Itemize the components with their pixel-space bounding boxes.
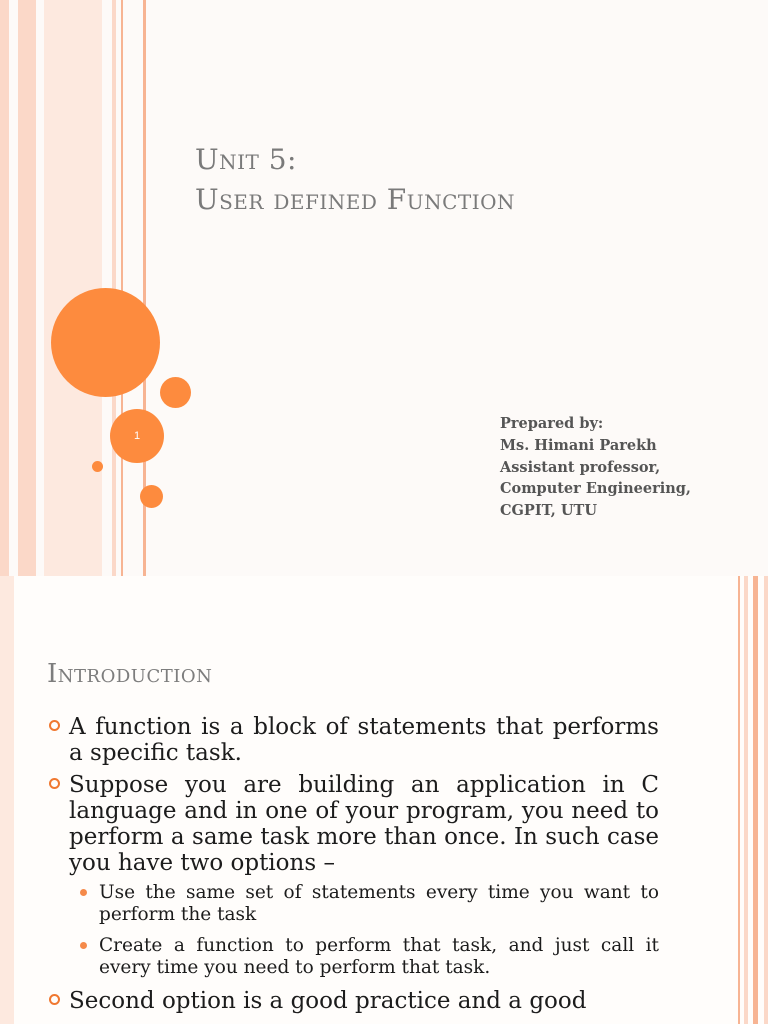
slide-number-badge	[110, 409, 164, 463]
list-item	[47, 772, 659, 876]
decor-circle-large	[51, 288, 160, 397]
decor-stripe	[764, 576, 768, 1024]
title-line-2: User defined Function	[195, 183, 516, 216]
decor-stripe	[744, 576, 748, 1024]
list-item	[47, 714, 659, 766]
decor-stripe	[121, 0, 123, 576]
decor-stripe	[0, 576, 14, 1024]
title-line-1: Unit 5:	[195, 143, 297, 176]
slide-title-text	[195, 140, 515, 220]
slide-introduction	[0, 576, 768, 1024]
sub-list-item	[47, 882, 659, 926]
decor-stripe	[753, 576, 758, 1024]
sub-list-item-text: Use the same set of statements every time you want to perform the task	[99, 882, 659, 925]
ring-bullet-icon	[49, 720, 60, 731]
dot-bullet-icon	[80, 889, 87, 896]
prepared-by-line: Prepared by:	[500, 415, 604, 432]
list-item-text: Second option is a good practice and a good	[69, 988, 587, 1014]
author-role: Assistant professor,	[500, 458, 661, 476]
decor-stripe	[738, 576, 740, 1024]
list-item-text: Suppose you are building an application in C language and in one of your program, you need to perform a same task more than once. In such case you have two options –	[69, 772, 659, 876]
slide-heading: Introduction	[47, 659, 213, 689]
bullet-list	[47, 714, 659, 1020]
prepared-by-block	[500, 413, 691, 522]
decor-stripe	[18, 0, 36, 576]
list-item-text: A function is a block of statements that performs a specific task.	[69, 714, 659, 766]
author-name: Ms. Himani Parekh	[500, 436, 657, 454]
decor-stripe	[44, 0, 102, 576]
decor-circle-small	[140, 485, 163, 508]
decor-stripe	[0, 0, 9, 576]
list-item	[47, 988, 659, 1014]
sub-list-item	[47, 935, 659, 979]
author-institute: CGPIT, UTU	[500, 502, 597, 520]
slide-number: 1	[133, 430, 141, 442]
ring-bullet-icon	[49, 994, 60, 1005]
decor-circle-tiny	[92, 461, 103, 472]
dot-bullet-icon	[80, 942, 87, 949]
sub-list-item-text: Create a function to perform that task, and just call it every time you need to perform that task.	[99, 935, 659, 978]
author-department: Computer Engineering,	[500, 480, 691, 498]
decor-circle-medium	[160, 377, 191, 408]
ring-bullet-icon	[49, 778, 60, 789]
